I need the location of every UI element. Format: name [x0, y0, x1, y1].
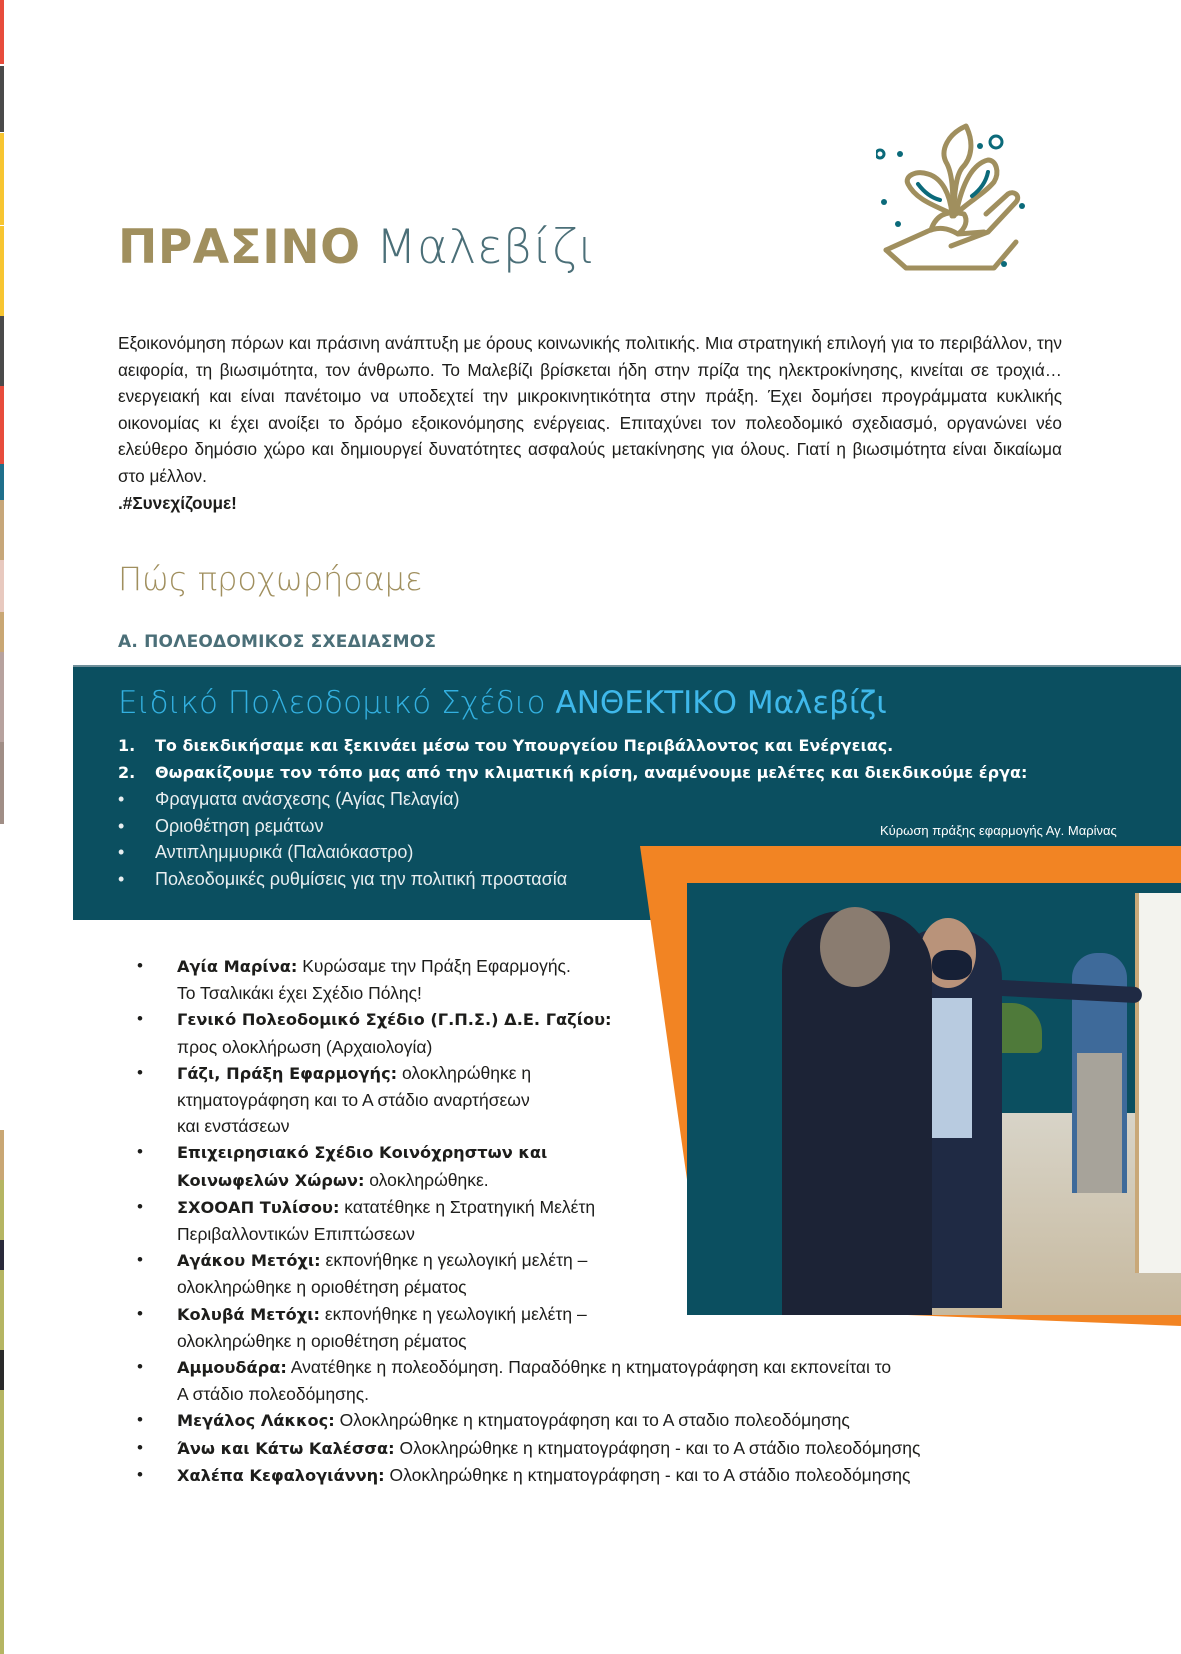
intro-text: Εξοικονόμηση πόρων και πράσινη ανάπτυξη με όρους κοινωνικής πολιτικής. Μια στρατηγική επιλογή για το περιβάλλον, την αειφορία, τη βιωσιμότητα, τον άνθρωπο. Το Μαλεβίζι βρίσκεται ήδη στην πρίζα της ηλεκτροκίνησης, κινείται σε τροχιά…ενεργειακή και είναι πανέτοιμο να υποδεχτεί την μικροκινητικότητα στην πράξη. Έχει δομήσει προγράμματα κυκλικής οικονομίας κι έχει ανοίξει το δρόμο εξοικονόμησης ενέργειας. Επιταχύνει τον πολεοδομικό σχεδιασμό, οργανώνει νέο ελεύθερο δημόσιο χώρο και δημιουργεί δυνατότητες ασφαλούς μετακίνησης για όλους. Γιατί η βιωσιμότητα είναι δικαίωμα στο μέλλον. [118, 333, 1062, 486]
panel-bullet-item: • Οριοθέτηση ρεμάτων [118, 815, 324, 836]
strip-segment [0, 133, 4, 225]
page-title [118, 218, 597, 278]
strip-segment [0, 226, 4, 316]
projects-list [133, 953, 920, 1489]
strip-segment [0, 66, 4, 132]
title-light: Μαλεβίζι [376, 220, 597, 275]
strip-segment [0, 612, 4, 652]
list-item: • Κολυβά Μετόχι: εκπονήθηκε η γεωλογική μελέτη – ολοκληρώθηκε η οριοθέτηση ρέματος [137, 1303, 587, 1351]
strip-segment [0, 652, 4, 742]
panel-numbered-item: 1. Το διεκδικήσαμε και ξεκινάει μέσω του Υπουργείου Περιβάλλοντος και Ενέργειας. [118, 736, 894, 755]
list-item: • Χαλέπα Κεφαλογιάννη: Ολοκληρώθηκε η κτηματογράφηση - και το Α στάδιο πολεοδόμησης [137, 1464, 911, 1485]
list-item: • Αγάκου Μετόχι: εκπονήθηκε η γεωλογική μελέτη – ολοκληρώθηκε η οριοθέτηση ρέματος [137, 1250, 588, 1298]
list-item: • Γενικό Πολεοδομικό Σχέδιο (Γ.Π.Σ.) Δ.Ε. Γαζίου: προς ολοκλήρωση (Αρχαιολογία) [137, 1009, 612, 1057]
list-item: • Αμμουδάρα: Ανατέθηκε η πολεοδόμηση. Παραδόθηκε η κτηματογράφηση και εκπονείται το Α στάδιο πολεοδόμησης. [137, 1357, 892, 1405]
strip-segment [0, 742, 4, 824]
list-item: • Άνω και Κάτω Καλέσσα: Ολοκληρώθηκε η κτηματογράφηση - και το Α στάδιο πολεοδόμησης [137, 1437, 921, 1458]
strip-segment [0, 1240, 4, 1270]
panel-title-light: Ειδικό Πολεοδομικό Σχέδιο [118, 685, 556, 721]
strip-segment [0, 1390, 4, 1654]
strip-segment [0, 316, 4, 386]
strip-segment [0, 386, 4, 464]
progress-heading: Πώς προχωρήσαμε [118, 560, 423, 598]
panel-bullet-item: • Φραγματα ανάσχεσης (Αγίας Πελαγία) [118, 789, 460, 809]
section-label: Α. ΠΟΛΕΟΔΟΜΙΚΟΣ ΣΧΕΔΙΑΣΜΟΣ [118, 632, 437, 652]
strip-segment [0, 1180, 4, 1240]
list-item: • Γάζι, Πράξη Εφαρμογής: ολοκληρώθηκε η κτηματογράφηση και το Α στάδιο αναρτήσεων και ενστάσεων [137, 1062, 532, 1137]
strip-segment [0, 500, 4, 560]
intro-paragraph [118, 330, 1062, 516]
strip-segment [0, 560, 4, 612]
side-color-strip [0, 0, 4, 1654]
list-item: • Μεγάλος Λάκκος: Ολοκληρώθηκε η κτηματογράφηση και το Α σταδιο πολεοδόμησης [137, 1410, 850, 1431]
hashtag: .#Συνεχίζουμε! [118, 492, 237, 513]
photo-map-board [1135, 893, 1181, 1273]
panel-title-strong: ΑΝΘΕΚΤΙΚΟ Μαλεβίζι [555, 685, 887, 721]
list-item: • Επιχειρησιακό Σχέδιο Κοινόχρηστων και Κοινωφελών Χώρων: ολοκληρώθηκε. [137, 1142, 548, 1190]
title-bold: ΠΡΑΣΙΝΟ [118, 220, 361, 275]
panel-title [118, 685, 887, 721]
list-item: • ΣΧΟΟΑΠ Τυλίσου: κατατέθηκε η Στρατηγική Μελέτη Περιβαλλοντικών Επιπτώσεων [137, 1196, 596, 1245]
list-item: • Αγία Μαρίνα: Κυρώσαμε την Πράξη Εφαρμογής. Το Τσαλικάκι έχει Σχέδιο Πόλης! [137, 956, 571, 1004]
strip-segment [0, 1350, 4, 1390]
strip-segment [0, 0, 4, 64]
panel-bullet-item: • Πολεοδομικές ρυθμίσεις για την πολιτική προστασία [118, 868, 568, 889]
strip-segment [0, 464, 4, 500]
strip-segment [0, 1130, 4, 1180]
panel-numbered-item: 2. Θωρακίζουμε τον τόπο μας από την κλιματική κρίση, αναμένουμε μελέτες και διεκδικούμε έργα: [118, 762, 1028, 782]
strip-segment [0, 1270, 4, 1350]
panel-bullet-item: • Αντιπλημμυρικά (Παλαιόκαστρο) [118, 842, 414, 862]
hand-holding-plant-icon [876, 122, 1026, 272]
photo-caption: Κύρωση πράξης εφαρμογής Αγ. Μαρίνας [880, 823, 1117, 838]
